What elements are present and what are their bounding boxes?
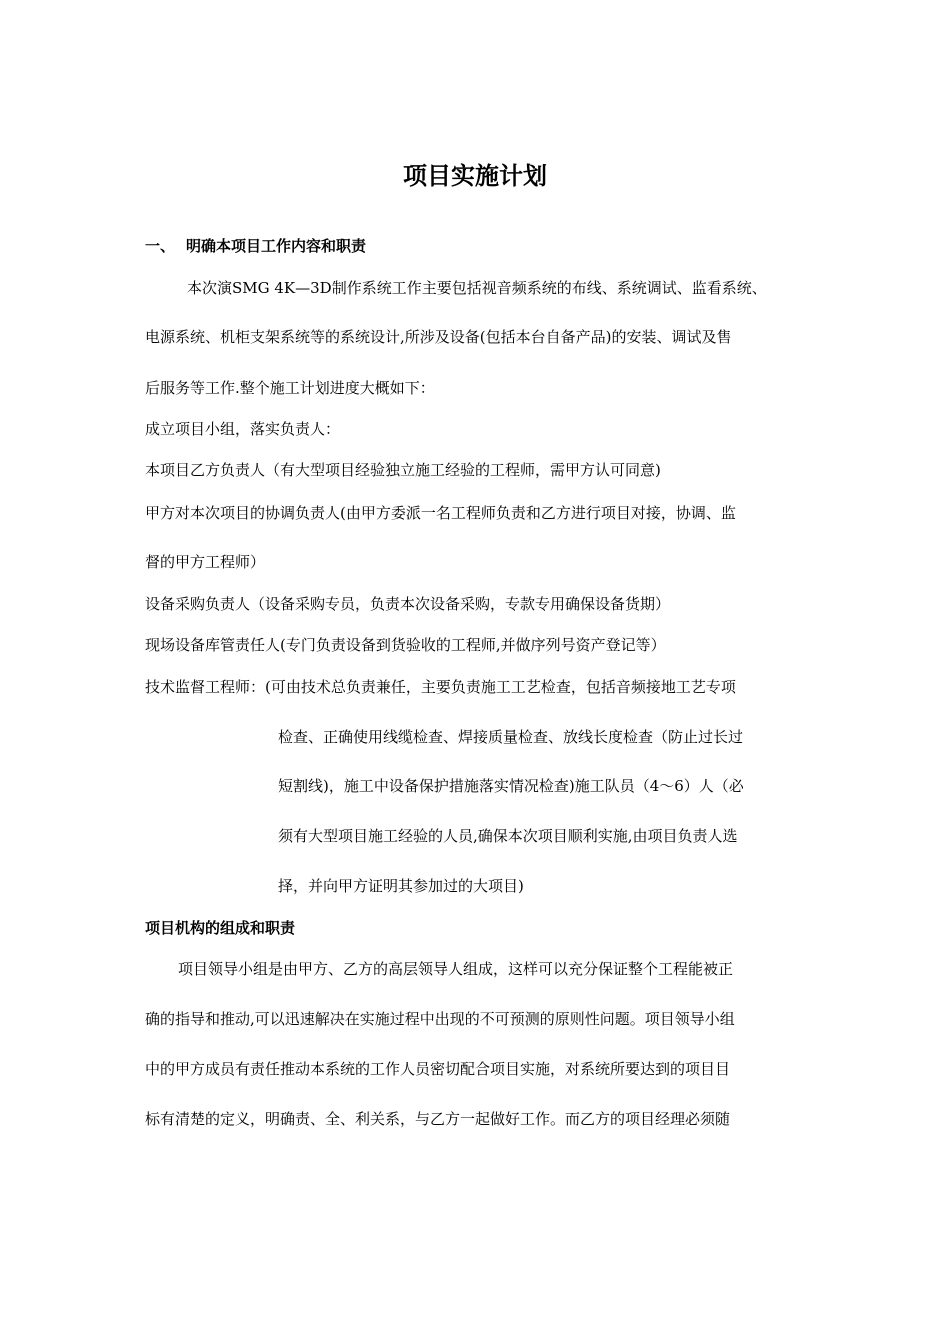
section-1-item-6: 现场设备库管责任人(专门负责设备到货验收的工程师,并做序列号资产登记等） (145, 636, 666, 654)
document-title: 项目实施计划 (403, 162, 547, 190)
section-2-body-line-2: 确的指导和推动,可以迅速解决在实施过程中出现的不可预测的原则性问题。项目领导小组 (145, 1010, 735, 1028)
section-1-item-1: 成立项目小组，落实负责人： (145, 420, 341, 438)
section-2-body-line-4: 标有清楚的定义，明确责、全、利关系，与乙方一起做好工作。而乙方的项目经理必须随 (145, 1110, 731, 1128)
section-1-intro-line-3: 后服务等工作.整个施工计划进度大概如下： (145, 379, 435, 397)
section-1-indented-line-4: 择，并向甲方证明其参加过的大项目) (278, 877, 524, 895)
section-1-item-4: 督的甲方工程师） (145, 553, 266, 571)
section-2-body-line-3: 中的甲方成员有责任推动本系统的工作人员密切配合项目实施，对系统所要达到的项目目 (145, 1060, 731, 1078)
section-2-body-line-1: 项目领导小组是由甲方、乙方的高层领导人组成，这样可以充分保证整个工程能被正 (178, 960, 734, 978)
section-1-number: 一、 (145, 237, 176, 255)
section-1-item-3: 甲方对本次项目的协调负责人(由甲方委派一名工程师负责和乙方进行项目对接，协调、监 (145, 504, 736, 522)
section-1-intro-line-1: 本次演SMG 4K—3D制作系统工作主要包括视音频系统的布线、系统调试、监看系统、 (187, 279, 767, 297)
section-1-item-7: 技术监督工程师：(可由技术总负责兼任，主要负责施工工艺检查，包括音频接地工艺专项 (145, 678, 736, 696)
section-1-indented-line-1: 检查、正确使用线缆检查、焊接质量检查、放线长度检查（防止过长过 (278, 728, 744, 746)
section-1-heading: 明确本项目工作内容和职责 (186, 237, 367, 255)
section-1-indented-line-3: 须有大型项目施工经验的人员,确保本次项目顺利实施,由项目负责人选 (278, 827, 738, 845)
section-1-item-5: 设备采购负责人（设备采购专员，负责本次设备采购，专款专用确保设备货期） (145, 595, 671, 613)
section-1-intro-line-2: 电源系统、机柜支架系统等的系统设计,所涉及设备(包括本台自备产品)的安装、调试及售 (145, 328, 732, 346)
section-1-item-2: 本项目乙方负责人（有大型项目经验独立施工经验的工程师，需甲方认可同意) (145, 461, 661, 479)
section-1-indented-line-2: 短割线)，施工中设备保护措施落实情况检查)施工队员（4～6）人（必 (278, 777, 744, 795)
section-2-heading: 项目机构的组成和职责 (145, 919, 296, 937)
